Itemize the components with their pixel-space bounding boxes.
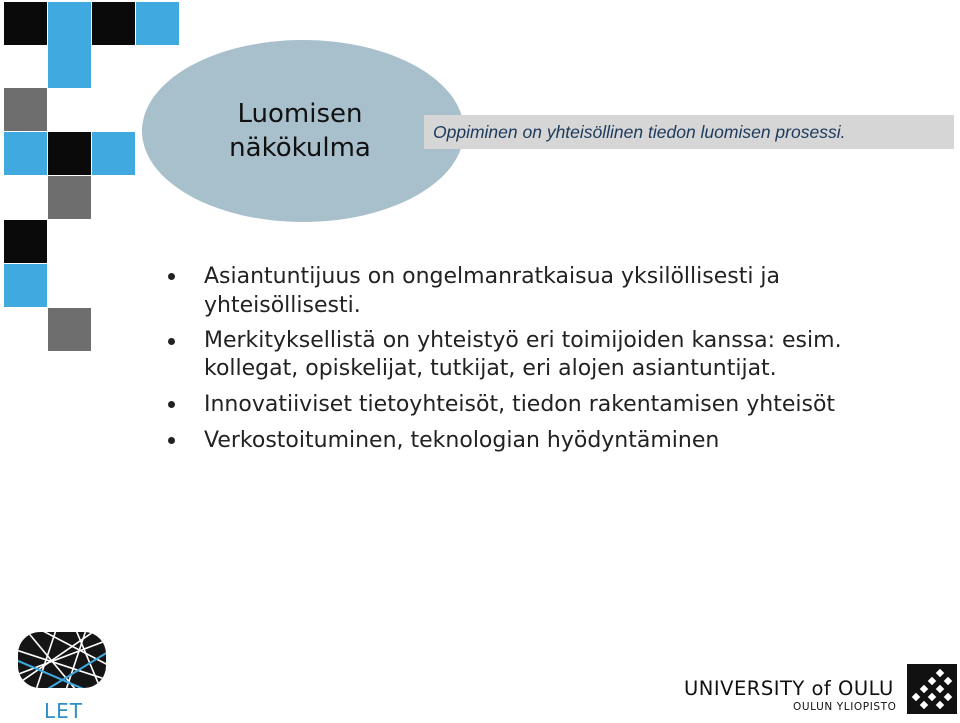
bullet-item — [168, 262, 848, 320]
bullet-item — [168, 426, 848, 455]
bullet-text: Innovatiiviset tietoyhteisöt, tiedon rakentamisen yhteisöt — [204, 392, 836, 417]
mosaic-square — [48, 176, 91, 219]
bullet-dot-icon — [168, 338, 175, 345]
mosaic-square — [4, 88, 47, 131]
bullet-list — [168, 262, 848, 462]
university-emblem-icon — [907, 664, 957, 714]
mosaic-square — [4, 264, 47, 307]
bullet-text: Verkostoituminen, teknologian hyödyntäminen — [204, 428, 720, 453]
mosaic-square — [48, 2, 91, 45]
mosaic-square — [92, 2, 135, 45]
mosaic-square — [92, 132, 135, 175]
bullet-text: Merkityksellistä on yhteistyö eri toimijoiden kanssa: esim. kollegat, opiskelijat, tutkijat, eri alojen asiantuntijat. — [204, 328, 842, 381]
university-name: UNIVERSITY of OULU — [684, 677, 894, 700]
slide-subtitle: Oppiminen on yhteisöllinen tiedon luomisen prosessi. — [433, 122, 846, 142]
university-subname: OULUN YLIOPISTO — [793, 701, 897, 713]
let-label: LET — [44, 699, 83, 723]
mosaic-square — [136, 2, 179, 45]
bullet-dot-icon — [168, 273, 175, 280]
mosaic-square — [4, 2, 47, 45]
bullet-item — [168, 327, 848, 383]
bullet-item — [168, 390, 848, 419]
mosaic-square — [4, 220, 47, 263]
let-logo-icon — [16, 630, 108, 690]
mosaic-square — [48, 132, 91, 175]
bullet-text: Asiantuntijuus on ongelmanratkaisua yksilöllisesti ja yhteisöllisesti. — [204, 264, 781, 318]
mosaic-square — [48, 308, 91, 351]
bullet-dot-icon — [168, 401, 175, 408]
mosaic-square — [4, 132, 47, 175]
slide-title: Luomisen näkökulma — [229, 99, 371, 163]
mosaic-square — [48, 45, 91, 88]
bullet-dot-icon — [168, 437, 175, 444]
